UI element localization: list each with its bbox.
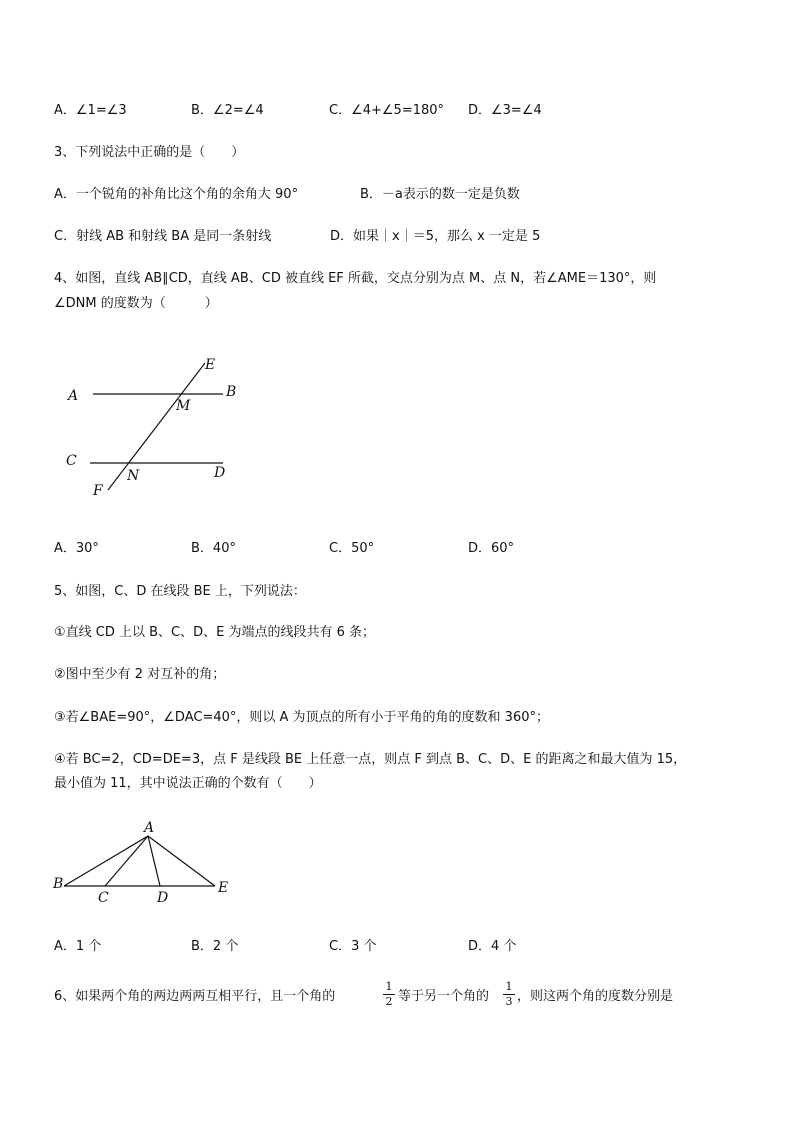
- q5-statement-3: ③若∠BAE=90°，∠DAC=40°，则以 A 为顶点的所有小于平角的角的度数和 360°；: [54, 710, 549, 725]
- q2-option-b: B．∠2=∠4: [191, 103, 264, 118]
- q6-fraction-half: [383, 981, 395, 1008]
- q5-statement-1: ①直线 CD 上以 B、C、D、E 为端点的线段共有 6 条；: [54, 625, 376, 640]
- q2-option-c: C．∠4+∠5=180°: [329, 103, 445, 118]
- q5-option-c: C．3 个: [329, 939, 377, 954]
- label-c: C: [66, 453, 77, 469]
- q5-statement-4-line2: 最小值为 11，其中说法正确的个数有（ ）: [54, 776, 322, 791]
- q4-option-a: A．30°: [54, 541, 99, 556]
- label-e: E: [218, 880, 229, 896]
- line-ef: [108, 363, 205, 490]
- q3-option-a: A．一个锐角的补角比这个角的余角大 90°: [54, 187, 299, 202]
- q6-fraction-third: [503, 981, 515, 1008]
- label-d: D: [157, 890, 169, 906]
- q5-stem: 5、如图，C、D 在线段 BE 上，下列说法：: [54, 584, 306, 599]
- q3-stem: 3、下列说法中正确的是（ ）: [54, 145, 245, 160]
- label-e: E: [205, 357, 216, 373]
- q6-text-part3: ，则这两个角的度数分别是: [517, 989, 674, 1004]
- label-d: D: [214, 465, 226, 481]
- q3-option-b: B．－a表示的数一定是负数: [360, 187, 520, 202]
- fraction-denominator: 2: [385, 995, 393, 1008]
- q5-option-d: D．4 个: [468, 939, 517, 954]
- q2-option-a: A．∠1=∠3: [54, 103, 127, 118]
- q5-option-a: A．1 个: [54, 939, 102, 954]
- q4-option-b: B．40°: [191, 541, 236, 556]
- label-f: F: [93, 483, 103, 499]
- label-a: A: [68, 388, 79, 404]
- q5-statement-2: ②图中至少有 2 对互补的角；: [54, 667, 226, 682]
- q5-statement-4-line1: ④若 BC=2，CD=DE=3，点 F 是线段 BE 上任意一点，则点 F 到点 B、C、D、E 的距离之和最大值为 15，: [54, 752, 687, 767]
- fraction-numerator: 1: [385, 980, 393, 993]
- label-a: A: [144, 820, 155, 836]
- q4-stem-line2: ∠DNM 的度数为（ ）: [54, 296, 218, 311]
- segment-ab: [64, 836, 148, 886]
- label-n: N: [127, 468, 140, 484]
- q5-figure: [50, 818, 240, 910]
- fraction-numerator: 1: [505, 980, 513, 993]
- q3-option-d: D．如果｜x｜＝5，那么 x 一定是 5: [330, 229, 541, 244]
- q4-stem-line1: 4、如图，直线 AB∥CD，直线 AB、CD 被直线 EF 所截，交点分别为点 M、点 N，若∠AME＝130°，则: [54, 271, 657, 286]
- q6-text-part2: 等于另一个角的: [398, 989, 490, 1004]
- q4-option-c: C．50°: [329, 541, 375, 556]
- q2-option-d: D．∠3=∠4: [468, 103, 542, 118]
- q4-figure: [60, 350, 250, 500]
- label-c: C: [98, 890, 109, 906]
- segment-ac: [105, 836, 148, 886]
- fraction-denominator: 3: [505, 995, 513, 1008]
- q4-option-d: D．60°: [468, 541, 515, 556]
- q5-option-b: B．2 个: [191, 939, 239, 954]
- q3-option-c: C．射线 AB 和射线 BA 是同一条射线: [54, 229, 272, 244]
- label-b: B: [226, 384, 237, 400]
- q6-text-part1: 6、如果两个角的两边两两互相平行，且一个角的: [54, 989, 336, 1004]
- label-b: B: [53, 876, 64, 892]
- label-m: M: [176, 398, 191, 414]
